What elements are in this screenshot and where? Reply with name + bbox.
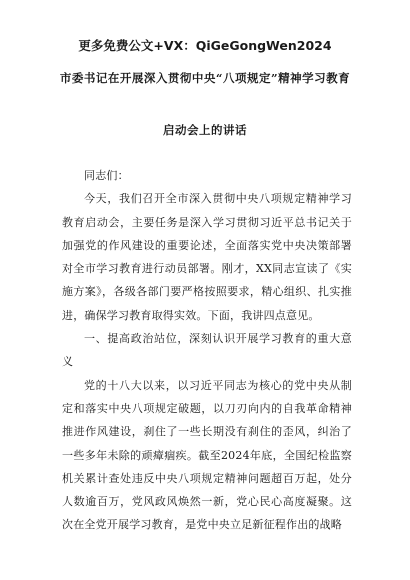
section-heading: 一、提高政治站位，深刻认识开展学习教育的重大意义 (62, 332, 352, 369)
paragraph-body: 党的十八大以来，以习近平同志为核心的党中央从制定和落实中央八项规定破题，以刀刃向内的自我革命精神推进作风建设，刹住了一些长期没有刹住的歪风，纠治了一些多年未除的顽瘴痼疾。截至2024年底，全国纪检监察机关累计查处违反中央八项规定精神问题超百万起，处分人数逾百万，党风政风焕然一新，党心民心高度凝聚。这次在全党开展学习教育，是党中央立足新征程作出的战略 (62, 378, 352, 532)
document-title: 市委书记在开展深入贯彻中央“八项规定”精神学习教育 (59, 71, 351, 85)
document-header: 更多免费公文+VX：QiGeGongWen2024 (78, 38, 332, 53)
salutation: 同志们： (84, 169, 129, 182)
document-body (62, 164, 352, 537)
document-subtitle: 启动会上的讲话 (163, 123, 247, 137)
paragraph-intro: 今天，我们召开全市深入贯彻中央八项规定精神学习教育启动会，主要任务是深入学习贯彻习近平总书记关于加强党的作风建设的重要论述，全面落实党中央决策部署对全市学习教育进行动员部署。刚才，XX同志宣读了《实施方案》，各级各部门要严格按照要求，精心组织、扎实推进，确保学习教育取得实效。下面，我讲四点意见。 (62, 192, 352, 322)
